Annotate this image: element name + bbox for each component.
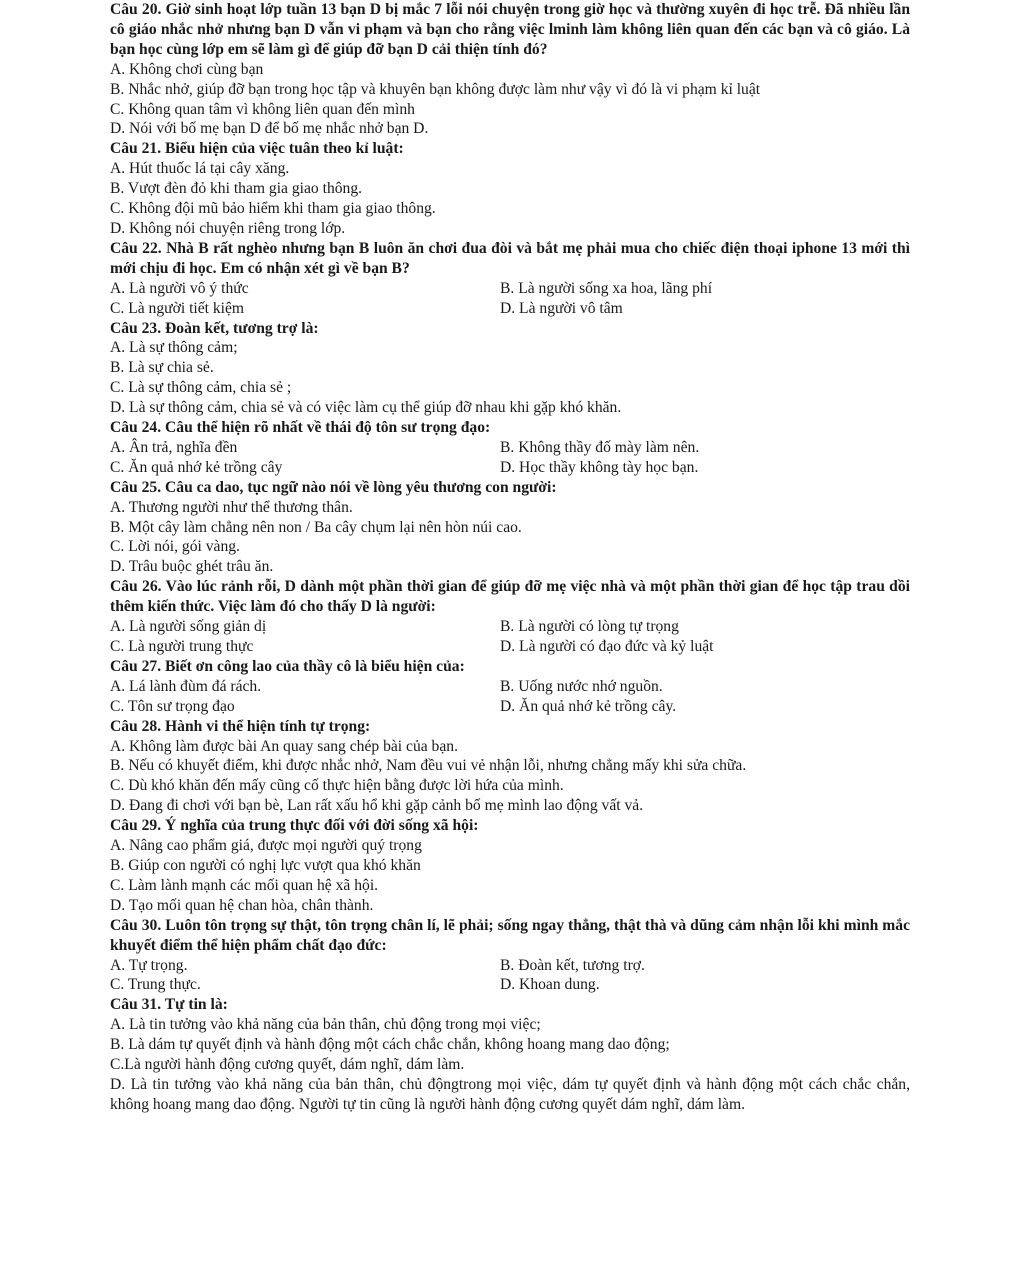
answer-option-row <box>110 697 910 717</box>
answer-option: A. Tự trọng. <box>110 956 188 974</box>
question-number: Câu 27. <box>110 657 162 675</box>
answer-option: C. Không quan tâm vì không liên quan đến mình <box>110 100 415 118</box>
answer-option-row <box>110 617 910 637</box>
answer-option: C. Là sự thông cảm, chia sẻ ; <box>110 379 292 397</box>
question-block <box>110 239 910 319</box>
question-number: Câu 30. <box>110 916 162 934</box>
question-text <box>110 717 910 737</box>
question-block <box>110 478 910 578</box>
question-block <box>110 816 910 916</box>
answer-option: B. Uống nước nhớ nguồn. <box>500 677 663 695</box>
question-text <box>110 0 910 60</box>
question-text <box>110 319 910 339</box>
answer-option: A. Là sự thông cảm; <box>110 339 238 357</box>
answer-option: B. Một cây làm chẳng nên non / Ba cây chụm lại nên hòn núi cao. <box>110 518 522 536</box>
answer-option: D. Khoan dung. <box>500 976 600 994</box>
question-number: Câu 25. <box>110 478 162 496</box>
answer-option: A. Thương người như thể thương thân. <box>110 498 353 516</box>
question-prompt: Luôn tôn trọng sự thật, tôn trọng chân lí, lẽ phải; sống ngay thẳng, thật thà và dũng cảm nhận lỗi khi mình mắc khuyết điểm thể hiện phẩm chất đạo đức: <box>110 916 911 954</box>
question-block <box>110 717 910 817</box>
answer-option: C. Dù khó khăn đến mấy cũng cố thực hiện bằng được lời hứa của mình. <box>110 777 564 795</box>
question-number: Câu 23. <box>110 319 162 337</box>
answer-option: C. Lời nói, gói vàng. <box>110 538 240 556</box>
quiz-document <box>110 0 910 1115</box>
question-number: Câu 21. <box>110 140 162 158</box>
answer-option: D. Không nói chuyện riêng trong lớp. <box>110 219 346 237</box>
answer-option: C. Là người tiết kiệm <box>110 299 245 317</box>
answer-option: A. Nâng cao phẩm giá, được mọi người quý trọng <box>110 837 422 855</box>
answer-option: A. Lá lành đùm đá rách. <box>110 677 262 695</box>
answer-option: D. Nói với bố mẹ bạn D để bố mẹ nhắc nhở bạn D. <box>110 120 429 138</box>
question-prompt: Tự tin là: <box>164 996 228 1014</box>
question-number: Câu 28. <box>110 717 162 735</box>
question-prompt: Nhà B rất nghèo nhưng bạn B luôn ăn chơi đua đòi và bắt mẹ phải mua cho chiếc điện thoại iphone 13 mới thì mới chịu đi học. Em có nhận xét gì về bạn B? <box>110 239 910 277</box>
answer-option: B. Là người sống xa hoa, lãng phí <box>500 279 713 297</box>
answer-option-row <box>110 299 910 319</box>
answer-option: D. Đang đi chơi với bạn bè, Lan rất xấu hổ khi gặp cảnh bố mẹ mình lao động vất vả. <box>110 797 644 815</box>
answer-option-row <box>110 677 910 697</box>
question-text <box>110 916 910 956</box>
answer-option: A. Không chơi cùng bạn <box>110 60 264 78</box>
answer-option: A. Hút thuốc lá tại cây xăng. <box>110 160 290 178</box>
question-number: Câu 31. <box>110 996 162 1014</box>
question-text <box>110 577 910 617</box>
question-text <box>110 139 910 159</box>
answer-option: C. Trung thực. <box>110 976 201 994</box>
answer-option: D. Là người vô tâm <box>500 299 623 317</box>
question-block <box>110 0 910 139</box>
question-block <box>110 319 910 419</box>
question-text <box>110 995 910 1015</box>
answer-option: B. Là người có lòng tự trọng <box>500 618 679 636</box>
answer-option: D. Là tin tưởng vào khả năng của bản thân, chủ độngtrong mọi việc, dám tự quyết định và hành động một cách chắc chắn, không hoang mang dao động. Người tự tin cũng là người hành động cương quyết dám nghĩ, dám làm. <box>110 1075 910 1113</box>
question-block <box>110 657 910 717</box>
question-block <box>110 418 910 478</box>
answer-option: B. Giúp con người có nghị lực vượt qua khó khăn <box>110 856 421 874</box>
question-number: Câu 20. <box>110 1 162 18</box>
question-block <box>110 995 910 1114</box>
answer-option-row <box>110 975 910 995</box>
question-prompt: Ý nghĩa của trung thực đối với đời sống xã hội: <box>165 817 479 835</box>
answer-option: B. Nhắc nhở, giúp đỡ bạn trong học tập và khuyên bạn không được làm như vậy vì đó là vi phạm kỉ luật <box>110 80 761 98</box>
answer-option-row <box>110 458 910 478</box>
answer-option: C. Làm lành mạnh các mối quan hệ xã hội. <box>110 876 379 894</box>
question-text <box>110 418 910 438</box>
answer-option: D. Là sự thông cảm, chia sẻ và có việc làm cụ thể giúp đỡ nhau khi gặp khó khăn. <box>110 399 622 417</box>
question-block <box>110 577 910 657</box>
answer-option: B. Là dám tự quyết định và hành động một cách chắc chắn, không hoang mang dao động; <box>110 1036 670 1054</box>
answer-option: B. Đoàn kết, tương trợ. <box>500 956 645 974</box>
question-block <box>110 139 910 239</box>
question-prompt: Câu ca dao, tục ngữ nào nói về lòng yêu thương con người: <box>165 478 557 496</box>
question-text <box>110 657 910 677</box>
answer-option: A. Ân trả, nghĩa đền <box>110 438 238 456</box>
answer-option: A. Là người sống giản dị <box>110 618 267 636</box>
question-prompt: Vào lúc rảnh rỗi, D dành một phần thời gian để giúp đỡ mẹ việc nhà và một phần thời gian để học tập trau dồi thêm kiến thức. Việc làm đó cho thấy D là người: <box>110 578 910 616</box>
answer-option: C. Không đội mũ bảo hiểm khi tham gia giao thông. <box>110 200 436 218</box>
question-prompt: Đoàn kết, tương trợ là: <box>165 319 319 337</box>
answer-option: D. Ăn quả nhớ kẻ trồng cây. <box>500 697 677 715</box>
answer-option: A. Là tin tưởng vào khả năng của bản thân, chủ động trong mọi việc; <box>110 1016 541 1034</box>
answer-option: C.Là người hành động cương quyết, dám nghĩ, dám làm. <box>110 1056 465 1074</box>
answer-option: B. Nếu có khuyết điểm, khi được nhắc nhở, Nam đều vui vẻ nhận lỗi, nhưng chẳng mấy khi sửa chữa. <box>110 757 747 775</box>
answer-option: B. Là sự chia sẻ. <box>110 359 214 377</box>
question-text <box>110 239 910 279</box>
question-prompt: Giờ sinh hoạt lớp tuần 13 bạn D bị mắc 7 lỗi nói chuyện trong giờ học và thường xuyên đi học trễ. Đã nhiều lần cô giáo nhắc nhở nhưng bạn D vẫn vi phạm và bạn cho rằng việc lminh làm không liên quan đến các bạn và cô giáo. Là bạn học cùng lớp em sẽ làm gì để giúp đỡ bạn D cải thiện tính đó? <box>110 1 910 58</box>
answer-option: C. Là người trung thực <box>110 638 254 655</box>
answer-option-row <box>110 637 910 657</box>
question-text <box>110 816 910 836</box>
answer-option: B. Vượt đèn đỏ khi tham gia giao thông. <box>110 180 363 198</box>
answer-option: D. Học thầy không tày học bạn. <box>500 458 699 476</box>
answer-option: D. Trâu buộc ghét trâu ăn. <box>110 558 274 576</box>
answer-option-row <box>110 279 910 299</box>
answer-option: A. Là người vô ý thức <box>110 279 249 297</box>
question-text <box>110 478 910 498</box>
question-prompt: Biểu hiện của việc tuân theo kỉ luật: <box>165 140 404 158</box>
question-number: Câu 24. <box>110 419 162 437</box>
question-prompt: Hành vi thể hiện tính tự trọng: <box>165 717 371 735</box>
answer-option: D. Là người có đạo đức và kỷ luật <box>500 638 714 655</box>
question-number: Câu 22. <box>110 239 162 257</box>
answer-option: B. Không thầy đố mày làm nên. <box>500 438 700 456</box>
answer-option-row <box>110 438 910 458</box>
question-block <box>110 916 910 996</box>
question-number: Câu 29. <box>110 817 162 835</box>
answer-option: C. Tôn sư trọng đạo <box>110 697 235 715</box>
question-number: Câu 26. <box>110 578 162 596</box>
answer-option: A. Không làm được bài An quay sang chép bài của bạn. <box>110 737 458 755</box>
answer-option: C. Ăn quả nhớ kẻ trồng cây <box>110 458 283 476</box>
question-prompt: Biết ơn công lao của thầy cô là biểu hiện của: <box>165 657 465 675</box>
question-prompt: Câu thể hiện rõ nhất về thái độ tôn sư trọng đạo: <box>165 419 491 437</box>
answer-option: D. Tạo mối quan hệ chan hòa, chân thành. <box>110 896 374 914</box>
answer-option-row <box>110 956 910 976</box>
